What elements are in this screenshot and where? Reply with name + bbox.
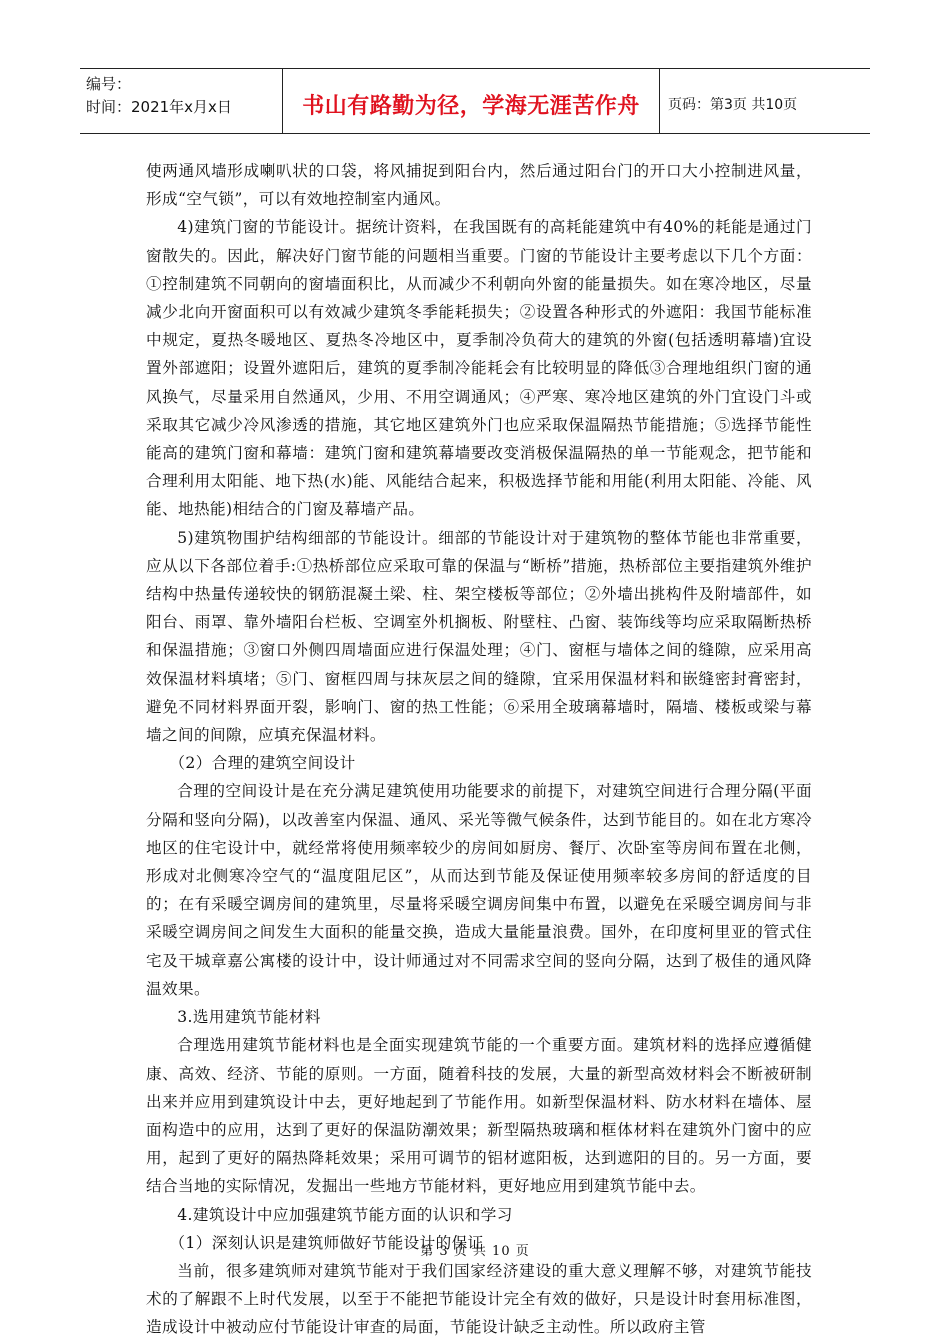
subsection-heading: （1）深刻认识是建筑师做好节能设计的保证 xyxy=(169,1233,484,1252)
section-heading: （2）合理的建筑空间设计 xyxy=(169,754,356,773)
header-motto: 书山有路勤为径，学海无涯苦作舟 xyxy=(282,68,660,134)
body-paragraph: 使两通风墙形成喇叭状的口袋，将风捕捉到阳台内，然后通过阳台门的开口大小控制进风量，形成“空气锁”，可以有效地控制室内通风。 xyxy=(146,162,812,209)
section-heading: 3.选用建筑节能材料 xyxy=(177,1008,321,1027)
body-paragraph: 4)建筑门窗的节能设计。据统计资料，在我国既有的高耗能建筑中有40%的耗能是通过门窗散失的。因此，解决好门窗节能的问题相当重要。门窗的节能设计主要考虑以下几个方面：①控制建筑不同朝向的窗墙面积比，从而减少不利朝向外窗的能量损失。如在寒冷地区，尽量减少北向开窗面积可以有效减少建筑冬季能耗损失；②设置各种形式的外遮阳：我国节能标准中规定，夏热冬暖地区、夏热冬冷地区中，夏季制冷负荷大的建筑的外窗(包括透明幕墙)宜设置外部遮阳；设置外遮阳后，建筑的夏季制冷能耗会有比较明显的降低③合理地组织门窗的通风换气，尽量采用自然通风，少用、不用空调通风；④严寒、寒冷地区建筑的外门宜设门斗或采取其它减少冷风渗透的措施，其它地区建筑外门也应采取保温隔热节能措施；⑤选择节能性能高的建筑门窗和幕墙：建筑门窗和建筑幕墙要改变消极保温隔热的单一节能观念，把节能和合理利用太阳能、地下热(水)能、风能结合起来，积极选择节能和用能(利用太阳能、冷能、风能、地热能)相结合的门窗及幕墙产品。 xyxy=(146,218,812,519)
body-paragraph: 5)建筑物围护结构细部的节能设计。细部的节能设计对于建筑物的整体节能也非常重要，应从以下各部位着手:①热桥部位应采取可靠的保温与“断桥”措施，热桥部位主要指建筑外维护结构中热量传递较快的钢筋混凝土梁、柱、架空楼板等部位；②外墙出挑构件及附墙部件，如阳台、雨罩、靠外墙阳台栏板、空调室外机搁板、附壁柱、凸窗、装饰线等均应采取隔断热桥和保温措施；③窗口外侧四周墙面应进行保温处理；④门、窗框与墙体之间的缝隙，应采用高效保温材料填堵；⑤门、窗框四周与抹灰层之间的缝隙，宜采用保温材料和嵌缝密封膏密封，避免不同材料界面开裂，影响门、窗的热工性能；⑥采用全玻璃幕墙时，隔墙、楼板或梁与幕墙之间的间隙，应填充保温材料。 xyxy=(146,528,812,745)
body-paragraph: 合理的空间设计是在充分满足建筑使用功能要求的前提下，对建筑空间进行合理分隔(平面分隔和竖向分隔)，以改善室内保温、通风、采光等微气候条件，达到节能目的。如在北方寒冷地区的住宅设计中，就经常将使用频率较少的房间如厨房、餐厅、次卧室等房间布置在北侧，形成对北侧寒冷空气的“温度阻尼区”，从而达到节能及保证使用频率较多房间的舒适度的目的；在有采暖空调房间的建筑里，尽量将采暖空调房间集中布置，以避免在采暖空调房间与非采暖空调房间之间发生大面积的能量交换，造成大量能量浪费。国外，在印度柯里亚的管式住宅及干城章嘉公寓楼的设计中，设计师通过对不同需求空间的竖向分隔，达到了极佳的通风降温效果。 xyxy=(146,782,812,998)
document-number-label: 编号： xyxy=(86,75,132,93)
body-paragraph: 当前，很多建筑师对建筑节能对于我们国家经济建设的重大意义理解不够，对建筑节能技术的了解跟不上时代发展，以至于不能把节能设计完全有效的做好，只是设计时套用标准图，造成设计中被动应付节能设计审查的局面，节能设计缺乏主动性。所以政府主管 xyxy=(146,1261,812,1337)
header-meta xyxy=(80,68,282,134)
document-date: 时间：2021年x月x日 xyxy=(86,98,232,116)
document-body xyxy=(146,157,812,1342)
page-header xyxy=(80,68,870,134)
body-paragraph: 合理选用建筑节能材料也是全面实现建筑节能的一个重要方面。建筑材料的选择应遵循健康、高效、经济、节能的原则。一方面，随着科技的发展，大量的新型高效材料会不断被研制出来并应用到建筑设计中去，更好地起到了节能作用。如新型保温材料、防水材料在墙体、屋面构造中的应用，达到了更好的保温防潮效果；新型隔热玻璃和框体材料在建筑外门窗中的应用，起到了更好的隔热降耗效果；采用可调节的铝材遮阳板，达到遮阳的目的。另一方面，要结合当地的实际情况，发掘出一些地方节能材料，更好地应用到建筑节能中去。 xyxy=(146,1036,812,1196)
section-heading: 4.建筑设计中应加强建筑节能方面的认识和学习 xyxy=(177,1205,513,1224)
header-page-info: 页码：第3页 共10页 xyxy=(660,68,870,134)
page-footer: 第 3 页 共 10 页 xyxy=(420,1244,530,1259)
